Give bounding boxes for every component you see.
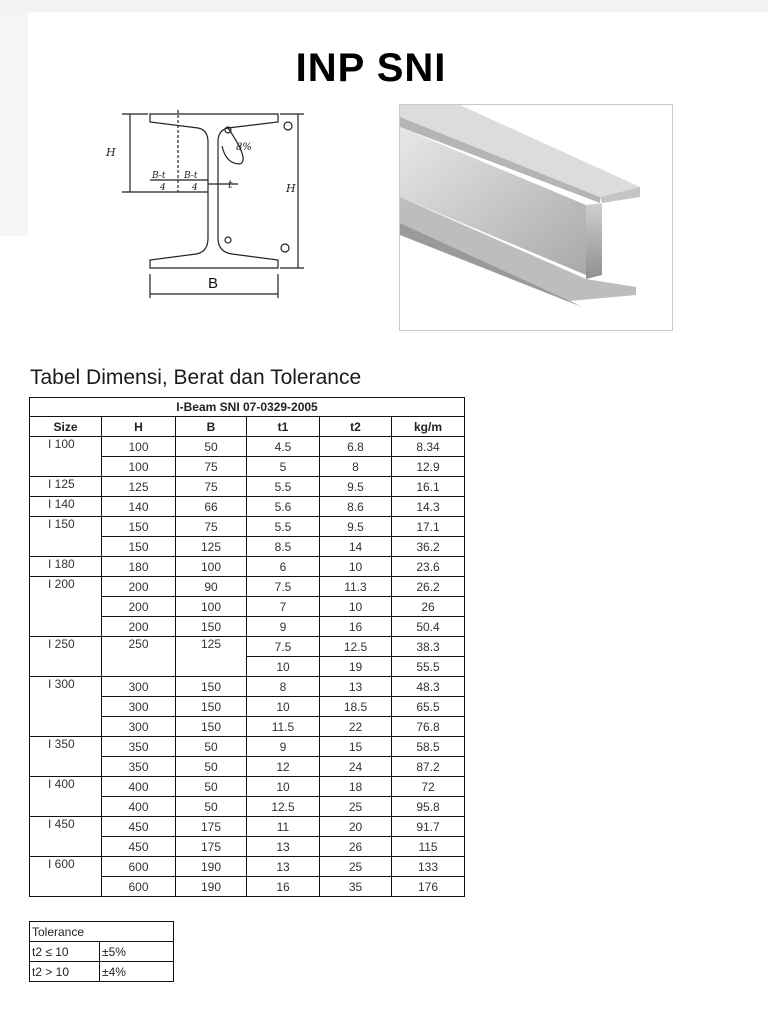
h-cell: 200 (102, 577, 176, 597)
b-cell: 125 (176, 537, 247, 557)
t2-cell: 11.3 (320, 577, 392, 597)
kgm-cell: 26.2 (392, 577, 465, 597)
b-cell: 175 (176, 817, 247, 837)
label-quarter-right: B-t (184, 171, 198, 181)
b-cell: 75 (176, 457, 247, 477)
b-cell: 66 (176, 497, 247, 517)
t1-cell: 13 (247, 837, 320, 857)
b-cell: 150 (176, 717, 247, 737)
b-cell: 175 (176, 837, 247, 857)
t2-cell: 35 (320, 877, 392, 897)
h-cell: 600 (102, 877, 176, 897)
col-header-size: Size (30, 417, 102, 437)
t1-cell: 7 (247, 597, 320, 617)
t2-cell: 10 (320, 597, 392, 617)
tolerance-value: ±5% (100, 942, 174, 962)
size-cell: I 140 (30, 497, 102, 517)
t2-cell: 14 (320, 537, 392, 557)
t2-cell: 6.8 (320, 437, 392, 457)
t1-cell: 9 (247, 737, 320, 757)
table-row (30, 437, 465, 457)
label-slope: 8% (236, 142, 252, 153)
b-cell: 100 (176, 557, 247, 577)
t1-cell: 5.5 (247, 477, 320, 497)
h-cell: 200 (102, 597, 176, 617)
t2-cell: 13 (320, 677, 392, 697)
t2-cell: 18 (320, 777, 392, 797)
kgm-cell: 26 (392, 597, 465, 617)
kgm-cell: 58.5 (392, 737, 465, 757)
size-cell: I 400 (30, 777, 102, 817)
t2-cell: 25 (320, 797, 392, 817)
t1-cell: 8 (247, 677, 320, 697)
kgm-cell: 50.4 (392, 617, 465, 637)
tolerance-value: ±4% (100, 962, 174, 982)
dimension-table (29, 397, 465, 897)
tolerance-row (30, 962, 174, 982)
h-cell: 300 (102, 717, 176, 737)
h-cell: 350 (102, 757, 176, 777)
h-cell: 350 (102, 737, 176, 757)
label-h-flange: H (106, 146, 116, 159)
col-header-kgm: kg/m (392, 417, 465, 437)
kgm-cell: 36.2 (392, 537, 465, 557)
table-row (30, 477, 465, 497)
t2-cell: 8.6 (320, 497, 392, 517)
t1-cell: 10 (247, 777, 320, 797)
t2-cell: 10 (320, 557, 392, 577)
size-cell: I 300 (30, 677, 102, 737)
ibeam-profile (150, 114, 278, 268)
kgm-cell: 14.3 (392, 497, 465, 517)
t1-cell: 7.5 (247, 637, 320, 657)
table-row (30, 817, 465, 837)
t2-cell: 20 (320, 817, 392, 837)
t2-cell: 18.5 (320, 697, 392, 717)
b-cell: 150 (176, 697, 247, 717)
kgm-cell: 17.1 (392, 517, 465, 537)
t1-cell: 6 (247, 557, 320, 577)
table-row (30, 577, 465, 597)
h-cell: 100 (102, 457, 176, 477)
tolerance-header: Tolerance (30, 922, 174, 942)
kgm-cell: 12.9 (392, 457, 465, 477)
table-row (30, 497, 465, 517)
size-cell: I 450 (30, 817, 102, 857)
b-cell: 75 (176, 517, 247, 537)
table-row (30, 557, 465, 577)
kgm-cell: 65.5 (392, 697, 465, 717)
kgm-cell: 72 (392, 777, 465, 797)
t1-cell: 12 (247, 757, 320, 777)
table-row (30, 737, 465, 757)
h-cell: 300 (102, 697, 176, 717)
t2-cell: 9.5 (320, 477, 392, 497)
t2-cell: 15 (320, 737, 392, 757)
b-cell: 150 (176, 677, 247, 697)
t2-cell: 22 (320, 717, 392, 737)
b-cell: 90 (176, 577, 247, 597)
h-cell: 200 (102, 617, 176, 637)
size-cell: I 150 (30, 517, 102, 557)
top-margin-strip (0, 0, 768, 12)
col-header-t1: t1 (247, 417, 320, 437)
h-cell: 150 (102, 537, 176, 557)
kgm-cell: 91.7 (392, 817, 465, 837)
b-cell: 100 (176, 597, 247, 617)
h-cell: 400 (102, 797, 176, 817)
kgm-cell: 95.8 (392, 797, 465, 817)
t1-cell: 9 (247, 617, 320, 637)
kgm-cell: 115 (392, 837, 465, 857)
table-title: Tabel Dimensi, Berat dan Tolerance (30, 366, 362, 389)
h-cell: 300 (102, 677, 176, 697)
kgm-cell: 176 (392, 877, 465, 897)
kgm-cell: 76.8 (392, 717, 465, 737)
b-cell: 190 (176, 877, 247, 897)
table-row (30, 677, 465, 697)
size-cell: I 100 (30, 437, 102, 477)
t1-cell: 5.5 (247, 517, 320, 537)
kgm-cell: 48.3 (392, 677, 465, 697)
b-cell: 125 (176, 637, 247, 677)
kgm-cell: 87.2 (392, 757, 465, 777)
kgm-cell: 8.34 (392, 437, 465, 457)
label-quarter-left: B-t (152, 171, 166, 181)
kgm-cell: 23.6 (392, 557, 465, 577)
b-cell: 50 (176, 777, 247, 797)
t1-cell: 5.6 (247, 497, 320, 517)
table-row (30, 857, 465, 877)
label-b-width: B (208, 275, 219, 292)
size-cell: I 125 (30, 477, 102, 497)
tolerance-row (30, 942, 174, 962)
t2-cell: 8 (320, 457, 392, 477)
h-cell: 450 (102, 837, 176, 857)
t1-cell: 10 (247, 697, 320, 717)
table-row (30, 777, 465, 797)
t2-cell: 12.5 (320, 637, 392, 657)
table-row (30, 517, 465, 537)
b-cell: 50 (176, 757, 247, 777)
b-cell: 50 (176, 797, 247, 817)
ibeam-photo (399, 104, 673, 331)
table-spec-caption: I-Beam SNI 07-0329-2005 (30, 398, 465, 417)
t2-cell: 9.5 (320, 517, 392, 537)
label-quarter-right-den: 4 (192, 183, 198, 193)
t1-cell: 7.5 (247, 577, 320, 597)
t1-cell: 8.5 (247, 537, 320, 557)
kgm-cell: 55.5 (392, 657, 465, 677)
t2-cell: 25 (320, 857, 392, 877)
size-cell: I 250 (30, 637, 102, 677)
table-header-row (30, 417, 465, 437)
h-cell: 400 (102, 777, 176, 797)
size-cell: I 200 (30, 577, 102, 637)
table-row (30, 637, 465, 657)
t2-cell: 16 (320, 617, 392, 637)
tolerance-table (29, 921, 174, 982)
t2-cell: 26 (320, 837, 392, 857)
t1-cell: 4.5 (247, 437, 320, 457)
h-cell: 140 (102, 497, 176, 517)
steel-beam-illustration (400, 105, 672, 330)
h-cell: 125 (102, 477, 176, 497)
page-title: INP SNI (295, 46, 447, 90)
b-cell: 75 (176, 477, 247, 497)
kgm-cell: 38.3 (392, 637, 465, 657)
h-cell: 600 (102, 857, 176, 877)
label-h-total: H (286, 182, 296, 195)
b-cell: 50 (176, 437, 247, 457)
size-cell: I 350 (30, 737, 102, 777)
col-header-b: B (176, 417, 247, 437)
t1-cell: 11 (247, 817, 320, 837)
t1-cell: 16 (247, 877, 320, 897)
size-cell: I 180 (30, 557, 102, 577)
size-cell: I 600 (30, 857, 102, 897)
t1-cell: 10 (247, 657, 320, 677)
t2-cell: 19 (320, 657, 392, 677)
col-header-t2: t2 (320, 417, 392, 437)
tolerance-condition: t2 > 10 (30, 962, 100, 982)
t2-cell: 24 (320, 757, 392, 777)
col-header-h: H (102, 417, 176, 437)
h-cell: 100 (102, 437, 176, 457)
label-quarter-left-den: 4 (160, 183, 166, 193)
t1-cell: 12.5 (247, 797, 320, 817)
h-cell: 250 (102, 637, 176, 677)
b-cell: 150 (176, 617, 247, 637)
tolerance-condition: t2 ≤ 10 (30, 942, 100, 962)
ibeam-section-diagram (100, 100, 365, 330)
kgm-cell: 16.1 (392, 477, 465, 497)
h-cell: 450 (102, 817, 176, 837)
kgm-cell: 133 (392, 857, 465, 877)
b-cell: 50 (176, 737, 247, 757)
h-cell: 180 (102, 557, 176, 577)
t1-cell: 11.5 (247, 717, 320, 737)
h-cell: 150 (102, 517, 176, 537)
label-t1: t (228, 178, 233, 191)
t1-cell: 5 (247, 457, 320, 477)
b-cell: 190 (176, 857, 247, 877)
t1-cell: 13 (247, 857, 320, 877)
